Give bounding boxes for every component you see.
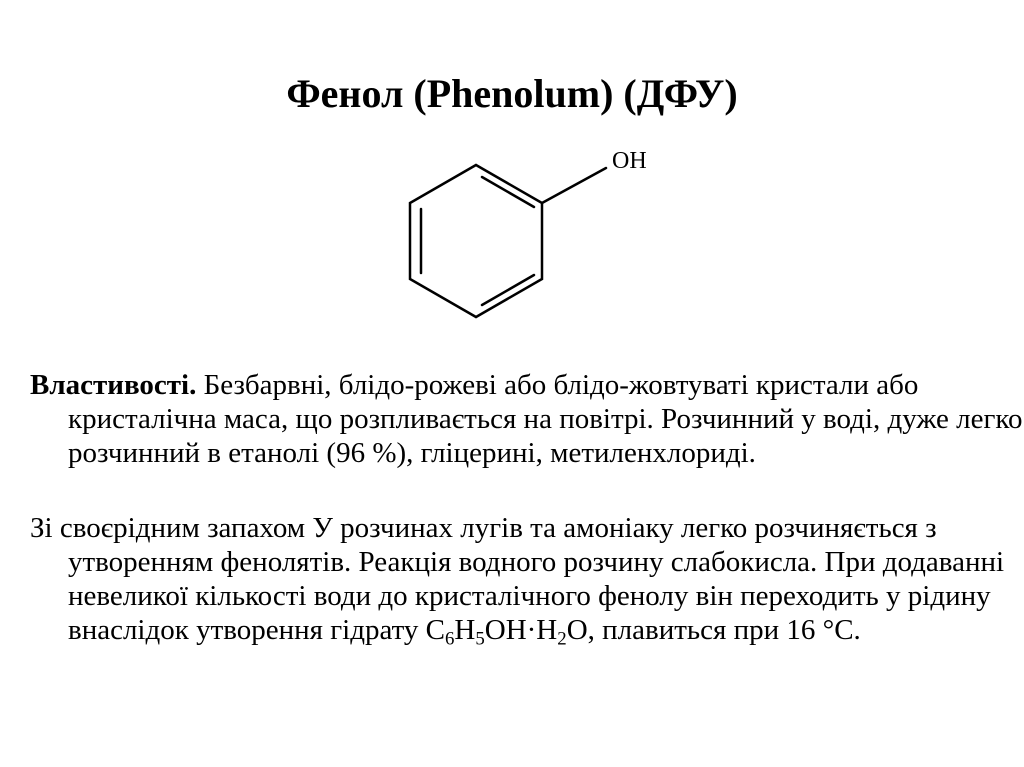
- reactivity-paragraph: [30, 511, 1024, 650]
- reactivity-text: Зі своєрідним запахом У розчинах лугів та амоніаку легко розчиняється з утворенням фенолятів. Реакція водного розчину слабокисла. При додаванні невеликої кількості води до кристалічного фенолу він переходить у рідину внаслідок утворення гідрату: [30, 512, 1005, 646]
- c-o-bond: [542, 168, 606, 203]
- slide-title: Фенол (Phenolum) (ДФУ): [286, 71, 738, 116]
- oh-label: OH: [612, 148, 647, 174]
- properties-heading: Властивості.: [30, 369, 197, 401]
- properties-paragraph: [30, 368, 1024, 470]
- benzene-ring: [410, 165, 606, 317]
- phenol-structure-diagram: [400, 140, 700, 330]
- properties-text: Безбарвні, блідо-рожеві або блідо-жовтуваті кристали або кристалічна маса, що розпливається на повітрі. Розчинний у воді, дуже легко розчинний в етанолі (96 %), гліцерині, метиленхлориді.: [68, 369, 1023, 469]
- melting-point-text: , плавиться при 16 °C.: [587, 614, 861, 646]
- hydrate-formula: $C_6H_5OH\cdot H_2O$: [425, 614, 588, 650]
- double-bond-top-right: [482, 177, 534, 207]
- double-bond-bottom-right: [482, 275, 534, 305]
